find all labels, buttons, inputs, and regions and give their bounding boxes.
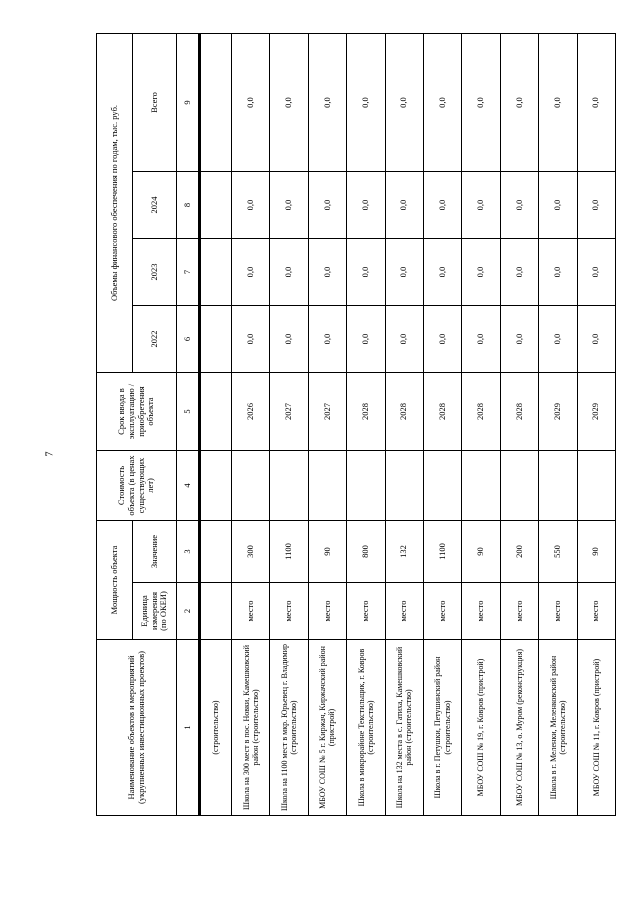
value-cell: 90 bbox=[577, 521, 615, 583]
table-row bbox=[385, 34, 423, 816]
cost-cell bbox=[500, 451, 538, 521]
funding-2024-cell: 0,0 bbox=[462, 172, 500, 239]
header-2024: 2024 bbox=[133, 172, 177, 239]
cost-cell bbox=[423, 451, 461, 521]
funding-2023-cell: 0,0 bbox=[423, 239, 461, 306]
funding-2024-cell: 0,0 bbox=[577, 172, 615, 239]
value-cell: 1100 bbox=[270, 521, 308, 583]
object-name: Школа на 132 места в с. Гатиха, Камешковский район (строительство) bbox=[385, 640, 423, 816]
year-cell: 2028 bbox=[500, 373, 538, 451]
unit-cell: место bbox=[270, 583, 308, 640]
column-number: 7 bbox=[177, 239, 200, 306]
unit-cell: место bbox=[462, 583, 500, 640]
funding-2022-cell: 0,0 bbox=[385, 306, 423, 373]
funding-2022-cell: 0,0 bbox=[270, 306, 308, 373]
year-cell: 2028 bbox=[347, 373, 385, 451]
object-name: Школа в г. Петушки, Петушинский район (строительство) bbox=[423, 640, 461, 816]
header-funding: Объемы финансового обеспечения по годам, тыс. руб. bbox=[97, 34, 133, 373]
column-number: 4 bbox=[177, 451, 200, 521]
value-cell: 550 bbox=[539, 521, 577, 583]
empty-cell bbox=[200, 306, 232, 373]
total-cell: 0,0 bbox=[539, 34, 577, 172]
funding-2022-cell: 0,0 bbox=[308, 306, 346, 373]
header-unit: Единица измерения (по ОКЕИ) bbox=[133, 583, 177, 640]
cost-cell bbox=[385, 451, 423, 521]
header-value: Значение bbox=[133, 521, 177, 583]
total-cell: 0,0 bbox=[385, 34, 423, 172]
funding-2023-cell: 0,0 bbox=[462, 239, 500, 306]
funding-2022-cell: 0,0 bbox=[500, 306, 538, 373]
value-cell: 90 bbox=[462, 521, 500, 583]
funding-2024-cell: 0,0 bbox=[308, 172, 346, 239]
empty-cell bbox=[200, 451, 232, 521]
column-number: 6 bbox=[177, 306, 200, 373]
table-row bbox=[232, 34, 270, 816]
empty-cell bbox=[200, 172, 232, 239]
cost-cell bbox=[232, 451, 270, 521]
total-cell: 0,0 bbox=[577, 34, 615, 172]
value-cell: 1100 bbox=[423, 521, 461, 583]
funding-2023-cell: 0,0 bbox=[577, 239, 615, 306]
year-cell: 2029 bbox=[539, 373, 577, 451]
funding-2024-cell: 0,0 bbox=[232, 172, 270, 239]
table-row bbox=[347, 34, 385, 816]
table-row bbox=[423, 34, 461, 816]
funding-2022-cell: 0,0 bbox=[232, 306, 270, 373]
empty-cell bbox=[200, 583, 232, 640]
unit-cell: место bbox=[577, 583, 615, 640]
funding-2023-cell: 0,0 bbox=[270, 239, 308, 306]
unit-cell: место bbox=[500, 583, 538, 640]
column-number: 9 bbox=[177, 34, 200, 172]
funding-2022-cell: 0,0 bbox=[462, 306, 500, 373]
year-cell: 2027 bbox=[308, 373, 346, 451]
header-2023: 2023 bbox=[133, 239, 177, 306]
column-number: 2 bbox=[177, 583, 200, 640]
continuation-label: (строительство) bbox=[200, 640, 232, 816]
cost-cell bbox=[308, 451, 346, 521]
cost-cell bbox=[462, 451, 500, 521]
total-cell: 0,0 bbox=[232, 34, 270, 172]
value-cell: 132 bbox=[385, 521, 423, 583]
funding-2024-cell: 0,0 bbox=[270, 172, 308, 239]
cost-cell bbox=[577, 451, 615, 521]
funding-2023-cell: 0,0 bbox=[385, 239, 423, 306]
funding-2022-cell: 0,0 bbox=[577, 306, 615, 373]
year-cell: 2028 bbox=[385, 373, 423, 451]
funding-2022-cell: 0,0 bbox=[423, 306, 461, 373]
table-row bbox=[462, 34, 500, 816]
funding-2024-cell: 0,0 bbox=[423, 172, 461, 239]
unit-cell: место bbox=[347, 583, 385, 640]
value-cell: 800 bbox=[347, 521, 385, 583]
funding-2023-cell: 0,0 bbox=[308, 239, 346, 306]
header-commission: Срок ввода в эксплуатацию / приобретения объекта bbox=[97, 373, 177, 451]
total-cell: 0,0 bbox=[462, 34, 500, 172]
table-row bbox=[270, 34, 308, 816]
object-name: Школа в микрорайоне Текстильщик, г. Ковров (строительство) bbox=[347, 640, 385, 816]
header-name: Наименование объектов и мероприятий (укрупненных инвестиционных проектов) bbox=[97, 640, 177, 816]
year-cell: 2027 bbox=[270, 373, 308, 451]
table-container bbox=[96, 34, 616, 816]
cost-cell bbox=[347, 451, 385, 521]
object-name: Школа на 1100 мест в мкр. Юрьевец г. Владимир (строительство) bbox=[270, 640, 308, 816]
continuation-row bbox=[200, 34, 232, 816]
value-cell: 300 bbox=[232, 521, 270, 583]
table-row bbox=[577, 34, 615, 816]
year-cell: 2026 bbox=[232, 373, 270, 451]
table-row bbox=[308, 34, 346, 816]
header-2022: 2022 bbox=[133, 306, 177, 373]
column-number: 5 bbox=[177, 373, 200, 451]
unit-cell: место bbox=[385, 583, 423, 640]
total-cell: 0,0 bbox=[423, 34, 461, 172]
column-number: 3 bbox=[177, 521, 200, 583]
header-total: Всего bbox=[133, 34, 177, 172]
investment-table bbox=[96, 33, 616, 816]
funding-2024-cell: 0,0 bbox=[347, 172, 385, 239]
funding-2023-cell: 0,0 bbox=[500, 239, 538, 306]
funding-2022-cell: 0,0 bbox=[539, 306, 577, 373]
header-cost: Стоимость объекта (в ценах существующих лет) bbox=[97, 451, 177, 521]
table-row bbox=[539, 34, 577, 816]
empty-cell bbox=[200, 34, 232, 172]
object-name: МБОУ СОШ № 11, г. Ковров (пристрой) bbox=[577, 640, 615, 816]
unit-cell: место bbox=[308, 583, 346, 640]
unit-cell: место bbox=[539, 583, 577, 640]
year-cell: 2029 bbox=[577, 373, 615, 451]
unit-cell: место bbox=[423, 583, 461, 640]
funding-2022-cell: 0,0 bbox=[347, 306, 385, 373]
total-cell: 0,0 bbox=[347, 34, 385, 172]
year-cell: 2028 bbox=[423, 373, 461, 451]
rotated-page bbox=[96, 34, 616, 816]
table-row bbox=[500, 34, 538, 816]
column-numbers-row bbox=[177, 34, 200, 816]
value-cell: 200 bbox=[500, 521, 538, 583]
object-name: МБОУ СОШ № 5 г. Киржач, Киржачский район (пристрой) bbox=[308, 640, 346, 816]
funding-2024-cell: 0,0 bbox=[539, 172, 577, 239]
cost-cell bbox=[539, 451, 577, 521]
funding-2023-cell: 0,0 bbox=[539, 239, 577, 306]
total-cell: 0,0 bbox=[270, 34, 308, 172]
value-cell: 90 bbox=[308, 521, 346, 583]
object-name: Школа на 300 мест в пос. Новки, Камешковский район (строительство) bbox=[232, 640, 270, 816]
header-capacity: Мощность объекта bbox=[97, 521, 133, 640]
page-number: 7 bbox=[44, 451, 56, 457]
funding-2024-cell: 0,0 bbox=[500, 172, 538, 239]
empty-cell bbox=[200, 239, 232, 306]
total-cell: 0,0 bbox=[308, 34, 346, 172]
total-cell: 0,0 bbox=[500, 34, 538, 172]
empty-cell bbox=[200, 373, 232, 451]
year-cell: 2028 bbox=[462, 373, 500, 451]
column-number: 8 bbox=[177, 172, 200, 239]
object-name: МБОУ СОШ № 13, о. Муром (реконструкция) bbox=[500, 640, 538, 816]
cost-cell bbox=[270, 451, 308, 521]
funding-2024-cell: 0,0 bbox=[385, 172, 423, 239]
empty-cell bbox=[200, 521, 232, 583]
unit-cell: место bbox=[232, 583, 270, 640]
object-name: Школа в г. Меленки, Меленковский район (строительство) bbox=[539, 640, 577, 816]
funding-2023-cell: 0,0 bbox=[347, 239, 385, 306]
object-name: МБОУ СОШ № 19, г. Ковров (пристрой) bbox=[462, 640, 500, 816]
column-number: 1 bbox=[177, 640, 200, 816]
funding-2023-cell: 0,0 bbox=[232, 239, 270, 306]
